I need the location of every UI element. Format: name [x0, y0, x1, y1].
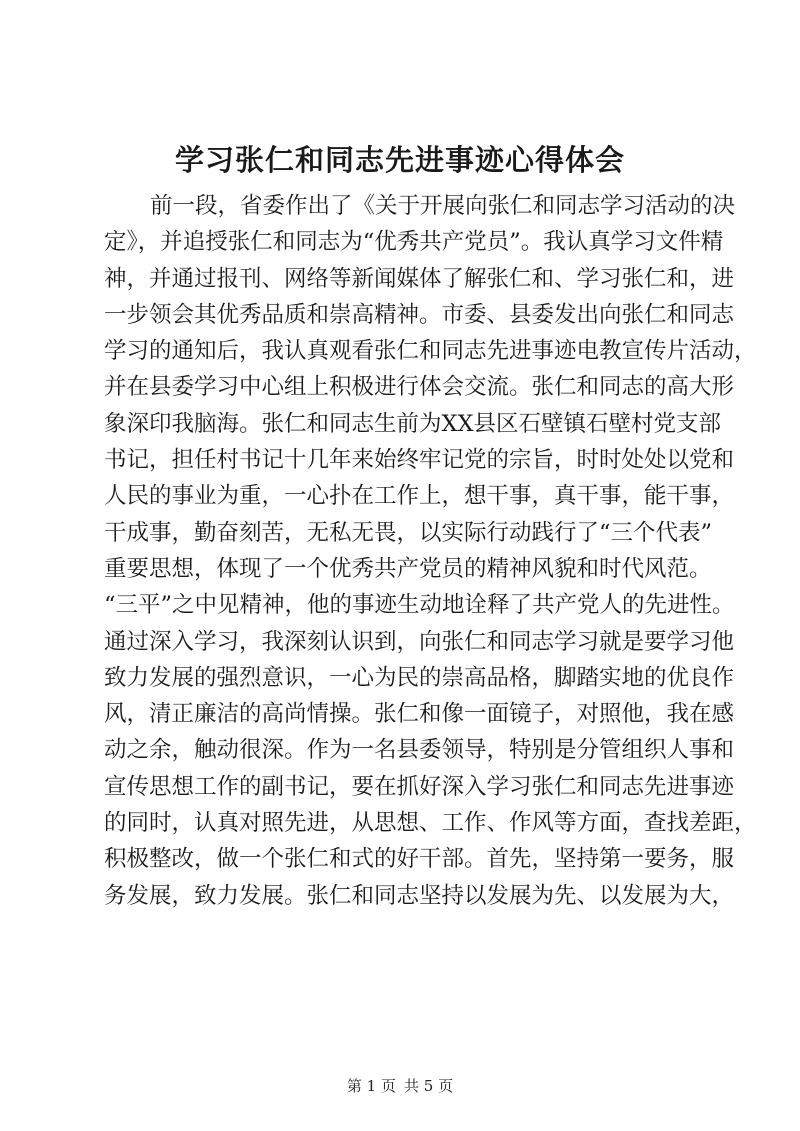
body-line: “三平”之中见精神，他的事迹生动地诠释了共产党人的先进性。	[104, 592, 735, 619]
document-title: 学习张仁和同志先进事迹心得体会	[174, 143, 625, 177]
body-line: 一步领会其优秀品质和崇高精神。市委、县委发出向张仁和同志	[104, 301, 735, 328]
body-line: 象深印我脑海。张仁和同志生前为XX县区石壁镇石壁村党支部	[104, 410, 722, 437]
body-line: 宣传思想工作的副书记，要在抓好深入学习张仁和同志先进事迹	[104, 773, 735, 800]
body-line: 积极整改，做一个张仁和式的好干部。首先，坚持第一要务，服	[104, 846, 735, 873]
body-line: 并在县委学习中心组上积极进行体会交流。张仁和同志的高大形	[104, 374, 735, 401]
page-number: 第 1 页	[346, 1077, 396, 1095]
body-line: 动之余，触动很深。作为一名县委领导，特别是分管组织人事和	[104, 737, 735, 764]
body-line: 的同时，认真对照先进，从思想、工作、作风等方面，查找差距，	[104, 810, 757, 837]
body-line: 人民的事业为重，一心扑在工作上，想干事，真干事，能干事，	[104, 483, 735, 510]
body-line: 风，清正廉洁的高尚情操。张仁和像一面镜子，对照他，我在感	[104, 701, 735, 728]
body-line: 书记，担任村书记十几年来始终牢记党的宗旨，时时处处以党和	[104, 447, 735, 474]
document-body	[104, 188, 757, 914]
page-total: 共 5 页	[404, 1077, 454, 1095]
page-footer	[0, 1076, 800, 1096]
body-line: 重要思想，体现了一个优秀共产党员的精神风貌和时代风范。	[104, 555, 712, 582]
body-line: 神，并通过报刊、网络等新闻媒体了解张仁和、学习张仁和，进	[104, 265, 735, 292]
body-line: 前一段，省委作出了《关于开展向张仁和同志学习活动的决	[150, 193, 736, 219]
body-line: 定》，并追授张仁和同志为“优秀共产党员”。我认真学习文件精	[104, 229, 724, 256]
body-line: 务发展，致力发展。张仁和同志坚持以发展为先、以发展为大，	[104, 882, 735, 909]
body-line: 致力发展的强烈意识，一心为民的崇高品格，脚踏实地的优良作	[104, 664, 735, 691]
body-line: 通过深入学习，我深刻认识到，向张仁和同志学习就是要学习他	[104, 628, 735, 655]
body-line: 干成事，勤奋刻苦，无私无畏，以实际行动践行了“三个代表”	[104, 519, 713, 546]
body-line: 学习的通知后，我认真观看张仁和同志先进事迹电教宣传片活动，	[104, 338, 757, 365]
